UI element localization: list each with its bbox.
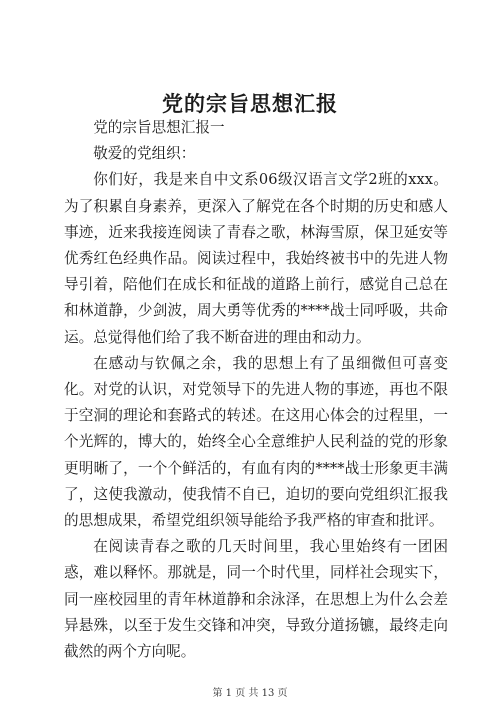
paragraph-body: 在阅读青春之歌的几天时间里，我心里始终有一团困惑，难以释怀。那就是，同一个时代里，同样社会现实下，同一座校园里的青年林道静和余泳泽，在思想上为什么会差异悬殊，以至于发生交锋和冲突，导致分道扬镳，最终走向截然的两个方向呢。 [64, 538, 448, 661]
paragraph-subtitle: 党的宗旨思想汇报一 [93, 119, 225, 136]
page-footer: 第 1 页 共 13 页 [212, 688, 288, 699]
document-title: 党的宗旨思想汇报 [162, 91, 338, 116]
paragraph-salutation: 敬爱的党组织： [93, 145, 196, 163]
paragraph-body: 你们好，我是来自中文系06级汉语言文学2班的xxx。为了积累自身素养，更深入了解党在各个时期的历史和感人事迹，近来我接连阅读了青春之歌，林海雪原，保卫延安等优秀红色经典作品。阅读过程中，我始终被书中的先进人物导引着，陪他们在成长和征战的道路上前行，感觉自己总在和林道静，少剑波，周大勇等优秀的****战士同呼吸，共命运。总觉得他们给了我不断奋进的理由和动力。 [64, 171, 448, 346]
document-body [64, 115, 448, 665]
paragraph-body: 在感动与钦佩之余，我的思想上有了虽细微但可喜变化。对党的认识，对党领导下的先进人物的事迹，再也不限于空洞的理论和套路式的转述。在这用心体会的过程里，一个光辉的，博大的，始终全心全意维护人民利益的党的形象更明晰了，一个个鲜活的，有血有肉的****战士形象更丰满了，这使我激动，使我情不自已，迫切的要向党组织汇报我的思想成果，希望党组织领导能给予我严格的审查和批评。 [64, 354, 448, 530]
